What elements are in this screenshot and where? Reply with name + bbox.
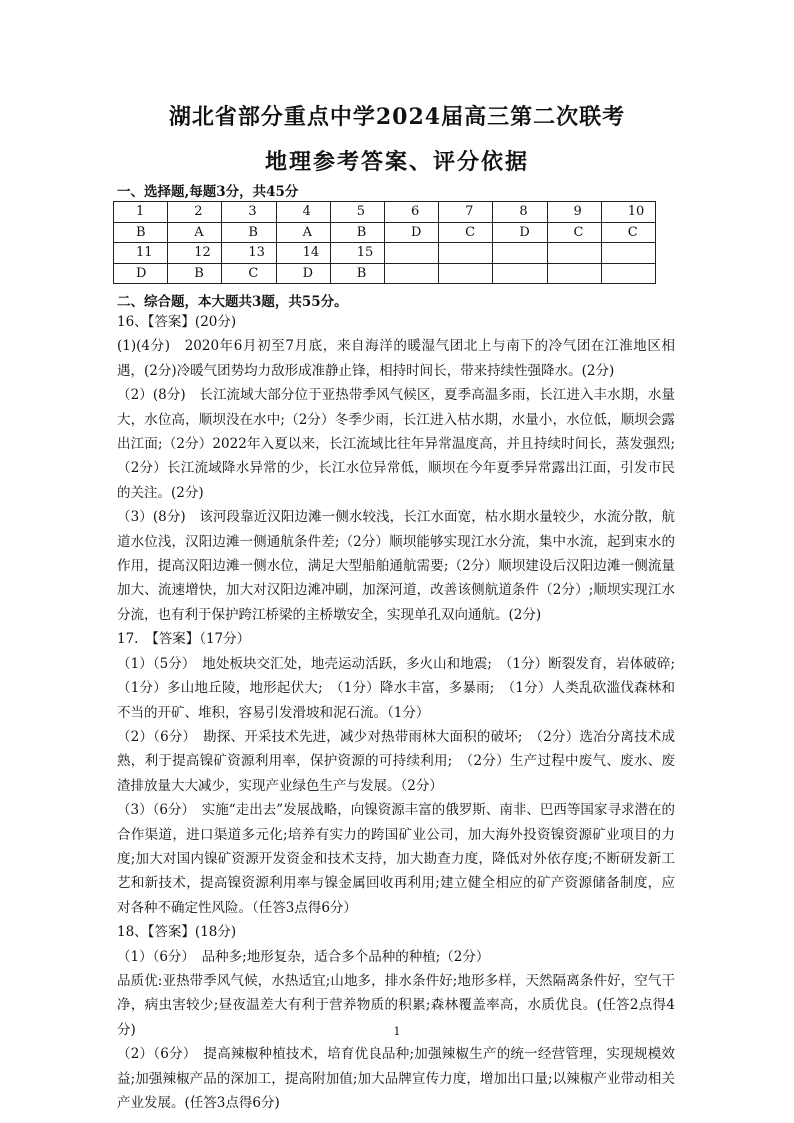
answer-table-cell: B — [222, 222, 276, 243]
answer-table-cell: B — [330, 263, 384, 284]
q16-part3: （3）(8分) 该河段靠近汉阳边滩一侧水较浅，长江水面宽，枯水期水量较少，水流分散，航道水位浅，汉阳边滩一侧通航条件差;（2分）顺坝能够实现江水分流，集中水流，起到束水的作用，提高汉阳边滩一侧水位，满足大型船舶通航需要;（2分）顺坝建设后汉阳边滩一侧流量加大、流速增快，加大对汉阳边滩冲刷，加深河道，改善该侧航道条件（2分）;顺坝实现江水分流，也有利于保护跨江桥梁的主桥墩安全，实现单孔双向通航。(2分) — [117, 509, 675, 623]
answer-table-cell: 14 — [276, 243, 330, 264]
q18-part1: （1）（6分） 品种多;地形复杂，适合多个品种的种植;（2分） — [117, 948, 490, 965]
answer-table-cell: 2 — [168, 202, 222, 223]
section-heading-comprehensive: 二、综合题，本大题共3题，共55分。 — [117, 294, 348, 310]
answer-table-cell — [493, 243, 547, 264]
answer-table-cell — [384, 263, 438, 284]
answer-table-cell — [493, 263, 547, 284]
answer-table-row — [114, 202, 656, 223]
answer-table-cell: B — [330, 222, 384, 243]
page-title: 湖北省部分重点中学2024届高三第二次联考 — [168, 104, 626, 130]
q17-part1: （1）（5分） 地处板块交汇处，地壳运动活跃，多火山和地震; （1分）断裂发育，岩体破碎; （1分）多山地丘陵，地形起伏大; （1分）降水丰富，多暴雨; （1分）人类乱砍滥伐森林和不当的开矿、堆积，容易引发滑坡和泥石流。（1分） — [117, 655, 689, 721]
answer-table-cell: C — [601, 222, 655, 243]
answer-table-cell: 4 — [276, 202, 330, 223]
answer-table-cell: B — [168, 263, 222, 284]
q17-heading: 17. 【答案】（17分） — [117, 631, 251, 648]
answer-table-cell — [384, 243, 438, 264]
answer-table-cell — [439, 263, 493, 284]
page-number: 1 — [393, 1025, 401, 1038]
answer-table-cell: A — [276, 222, 330, 243]
answer-table — [113, 201, 656, 284]
q17-part2: （2）（6分） 勘探、开采技术先进，减少对热带雨林大面积的破坏; （2分）选冶分离技术成熟，利于提高镍矿资源利用率，保护资源的可持续利用; （2分）生产过程中废气、废水、废渣排放量大大减少，实现产业绿色生产与发展。（2分） — [117, 728, 675, 794]
answer-table-cell — [547, 243, 601, 264]
answer-table-cell: 7 — [439, 202, 493, 223]
answer-table-cell: 11 — [114, 243, 168, 264]
q16-heading: 16、【答案】(20分) — [117, 314, 237, 330]
answer-table-cell: 9 — [547, 202, 601, 223]
answer-table-cell: 1 — [114, 202, 168, 223]
answer-table-cell: D — [493, 222, 547, 243]
answer-table-cell: 8 — [493, 202, 547, 223]
answer-table-cell — [601, 243, 655, 264]
answer-table-cell: D — [384, 222, 438, 243]
q18-heading: 18、【答案】(18分) — [117, 924, 237, 941]
answer-table-cell: C — [222, 263, 276, 284]
answer-table-cell: 5 — [330, 202, 384, 223]
answer-table-cell — [601, 263, 655, 284]
answer-table-cell: B — [114, 222, 168, 243]
section-heading-choice: 一、选择题,每题3分，共45分 — [117, 184, 299, 200]
page-subtitle: 地理参考答案、评分依据 — [264, 149, 529, 175]
answer-table-row — [114, 222, 656, 243]
answer-body — [117, 310, 689, 1115]
q16-part2: （2）(8分) 长江流域大部分位于亚热带季风气候区，夏季高温多雨，长江进入丰水期，水量大，水位高，顺坝没在水中;（2分）冬季少雨，长江进入枯水期，水量小，水位低，顺坝会露出江面;（2分）2022年入夏以来，长江流域比往年异常温度高，并且持续时间长，蒸发强烈;（2分）长江流域降水异常的少，长江水位异常低，顺坝在今年夏季异常露出江面，引发市民的关注。(2分) — [117, 387, 675, 501]
answer-table-cell: 13 — [222, 243, 276, 264]
answer-table-cell: 12 — [168, 243, 222, 264]
answer-table-cell: 10 — [601, 202, 655, 223]
answer-table-cell: C — [547, 222, 601, 243]
q18-part1-quality: 品质优:亚热带季风气候，水热适宜;山地多，排水条件好;地形多样，天然隔离条件好，空气干净，病虫害较少;昼夜温差大有利于营养物质的积累;森林覆盖率高，水质优良。(任答2点得4分) — [117, 972, 675, 1038]
q17-part3: （3）（6分） 实施“走出去”发展战略，向镍资源丰富的俄罗斯、南非、巴西等国家寻求潜在的合作渠道，进口渠道多元化;培养有实力的跨国矿业公司，加大海外投资镍资源矿业项目的力度;加大对国内镍矿资源开发资金和技术支持，加大勘查力度，降低对外依存度;不断研发新工艺和新技术，提高镍资源利用率与镍金属回收再利用;建立健全相应的矿产资源储备制度，应对各种不确定性风险。（任答3点得6分） — [117, 802, 675, 916]
answer-table-row — [114, 243, 656, 264]
answer-table-cell: D — [114, 263, 168, 284]
q16-part1: (1)(4分) 2020年6月初至7月底，来自海洋的暖湿气团北上与南下的冷气团在江淮地区相遇，(2分)冷暖气团势均力敌形成准静止锋，相持时间长，带来持续性强降水。(2分) — [117, 338, 675, 379]
answer-table-cell — [547, 263, 601, 284]
answer-table-cell — [439, 243, 493, 264]
answer-table-cell: C — [439, 222, 493, 243]
answer-table-cell: D — [276, 263, 330, 284]
answer-table-cell: 15 — [330, 243, 384, 264]
answer-table-cell: A — [168, 222, 222, 243]
answer-table-row — [114, 263, 656, 284]
q18-part2: （2）（6分） 提高辣椒种植技术，培育优良品种;加强辣椒生产的统一经营管理，实现规模效益;加强辣椒产品的深加工，提高附加值;加大品牌宣传力度，增加出口量;以辣椒产业带动相关产业发展。(任答3点得6分) — [117, 1046, 675, 1111]
answer-table-cell: 6 — [384, 202, 438, 223]
answer-table-cell: 3 — [222, 202, 276, 223]
